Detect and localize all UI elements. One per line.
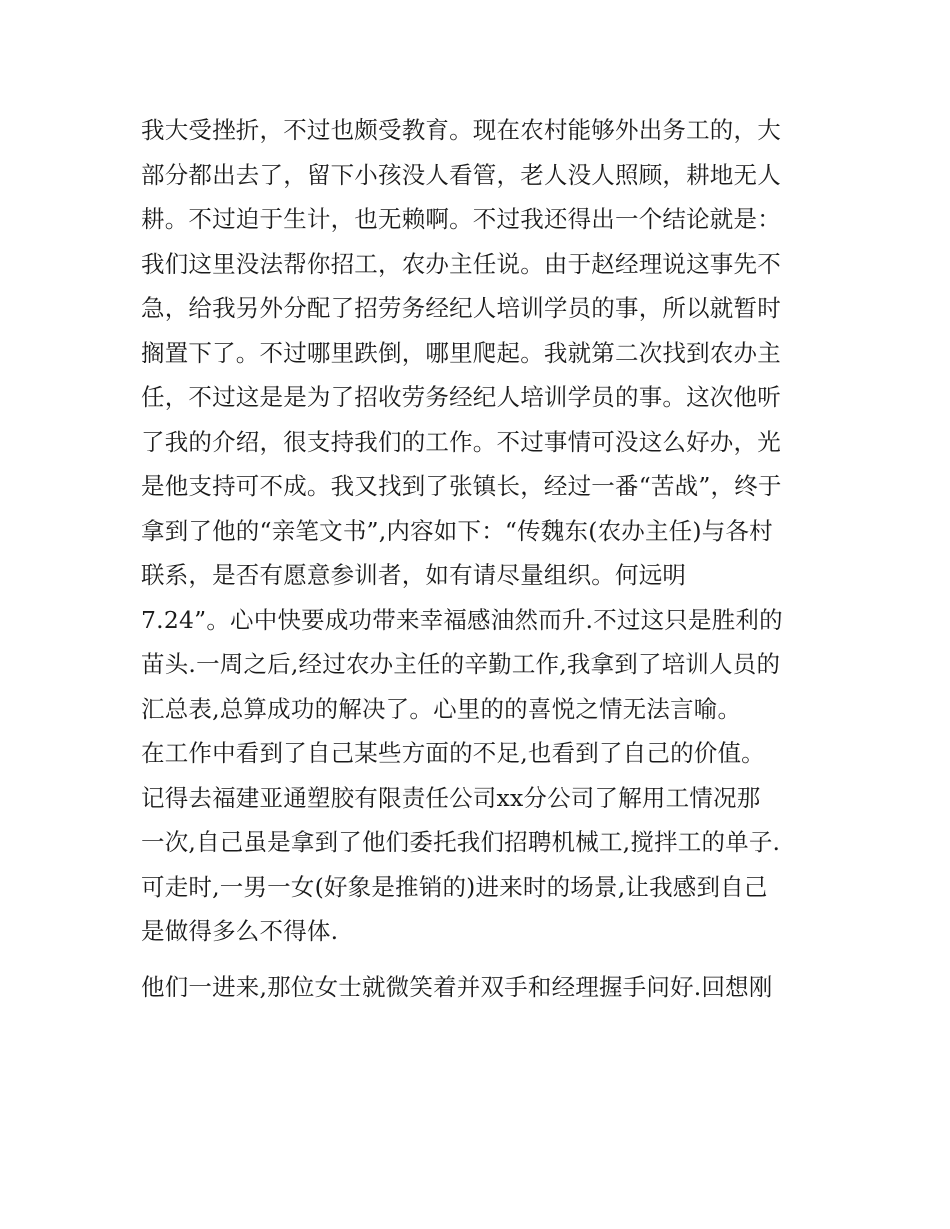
text-line: 联系，是否有愿意参训者，如有请尽量组织。何远明 <box>141 561 687 589</box>
text-line: 我们这里没法帮你招工，农办主任说。由于赵经理说这事先不 <box>141 249 781 278</box>
text-line: 耕。不过迫于生计，也无赖啊。不过我还得出一个结论就是： <box>141 205 781 233</box>
text-line: 是做得多么不得体. <box>141 917 339 945</box>
text-line: 汇总表,总算成功的解决了。心里的的喜悦之情无法言喻。 <box>141 694 742 723</box>
text-line: 在工作中看到了自己某些方面的不足,也看到了自己的价值。 <box>141 739 765 767</box>
text-line: 7.24”。心中快要成功带来幸福感油然而升.不过这只是胜利的 <box>141 605 783 634</box>
text-line: 苗头.一周之后,经过农办主任的辛勤工作,我拿到了培训人员的 <box>141 650 781 678</box>
text-line: 急，给我另外分配了招劳务经纪人培训学员的事，所以就暂时 <box>141 294 781 322</box>
text-line: 可走时,一男一女(好象是推销的)进来时的场景,让我感到自己 <box>141 872 768 901</box>
text-line: 记得去福建亚通塑胶有限责任公司xx分公司了解用工情况那 <box>141 783 761 812</box>
text-line: 我大受挫折，不过也颇受教育。现在农村能够外出务工的，大 <box>141 116 781 144</box>
text-line: 了我的介绍，很支持我们的工作。不过事情可没这么好办，光 <box>141 427 781 456</box>
text-line: 拿到了他的“亲笔文书”,内容如下：“传魏东(农办主任)与各村 <box>141 516 773 545</box>
paragraph-gap <box>141 954 821 965</box>
text-line: 一次,自己虽是拿到了他们委托我们招聘机械工,搅拌工的单子. <box>141 828 781 856</box>
text-line: 搁置下了。不过哪里跌倒，哪里爬起。我就第二次找到农办主 <box>141 338 781 367</box>
text-line: 任，不过这是是为了招收劳务经纪人培训学员的事。这次他听 <box>141 383 781 411</box>
body-text <box>141 108 821 1009</box>
text-line: 是他支持可不成。我又找到了张镇长，经过一番“苦战”，终于 <box>141 472 782 500</box>
text-line: 部分都出去了，留下小孩没人看管，老人没人照顾，耕地无人 <box>141 160 781 189</box>
text-line: 他们一进来,那位女士就微笑着并双手和经理握手问好.回想刚 <box>141 972 773 1001</box>
